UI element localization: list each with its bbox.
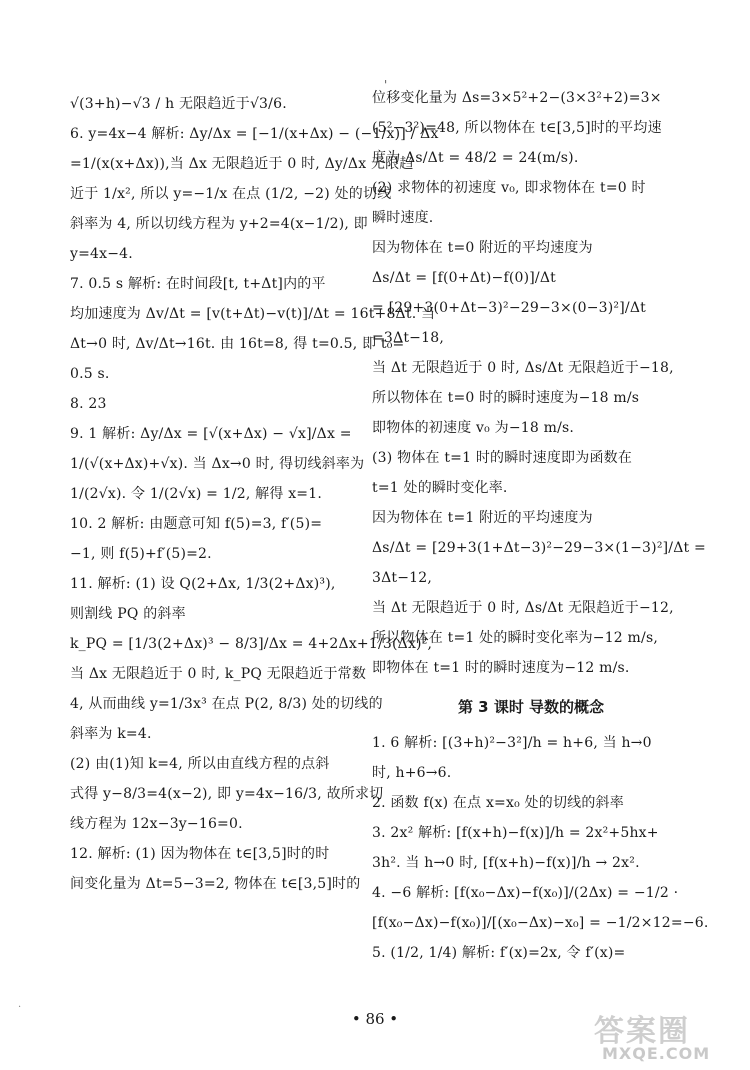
- text-line: 3. 2x² 解析: [f(x+h)−f(x)]/h = 2x²+5hx+: [372, 825, 659, 841]
- text-line: 1/(√(x+Δx)+√x). 当 Δx→0 时, 得切线斜率为: [70, 456, 365, 472]
- watermark-text-url: MXQE.COM: [602, 1044, 711, 1063]
- text-line: 12. 解析: (1) 因为物体在 t∈[3,5]时的时: [70, 846, 330, 862]
- text-line: 4. −6 解析: [f(x₀−Δx)−f(x₀)]/(2Δx) = −1/2 ·: [372, 885, 679, 901]
- text-line: 位移变化量为 Δs=3×5²+2−(3×3²+2)=3×: [372, 90, 662, 106]
- text-line: 当 Δt 无限趋近于 0 时, Δs/Δt 无限趋近于−12,: [372, 600, 674, 616]
- text-line: Δs/Δt = [f(0+Δt)−f(0)]/Δt: [372, 270, 556, 286]
- text-line: 9. 1 解析: Δy/Δx = [√(x+Δx) − √x]/Δx =: [70, 426, 352, 442]
- text-line: [f(x₀−Δx)−f(x₀)]/[(x₀−Δx)−x₀] = −1/2×12=−6.: [372, 915, 709, 931]
- text-line: 10. 2 解析: 由题意可知 f(5)=3, f′(5)=: [70, 516, 323, 532]
- text-line: 时, h+6→6.: [372, 765, 452, 781]
- text-line: y=4x−4.: [70, 246, 133, 262]
- text-line: = [29+3(0+Δt−3)²−29−3×(0−3)²]/Δt: [372, 300, 646, 316]
- text-line: −1, 则 f(5)+f′(5)=2.: [70, 546, 212, 562]
- text-line: 因为物体在 t=1 附近的平均速度为: [372, 510, 593, 526]
- text-line: 当 Δt 无限趋近于 0 时, Δs/Δt 无限趋近于−18,: [372, 360, 674, 376]
- page-number: • 86 •: [351, 1010, 399, 1028]
- text-line: Δs/Δt = [29+3(1+Δt−3)²−29−3×(1−3)²]/Δt =: [372, 540, 706, 556]
- text-line: 5. (1/2, 1/4) 解析: f′(x)=2x, 令 f′(x)=: [372, 945, 626, 961]
- text-line: 间变化量为 Δt=5−3=2, 物体在 t∈[3,5]时的: [70, 876, 361, 892]
- text-line: 3h². 当 h→0 时, [f(x+h)−f(x)]/h → 2x².: [372, 855, 640, 871]
- text-line: 即物体在 t=1 时的瞬时速度为−12 m/s.: [372, 660, 630, 676]
- text-line: 2. 函数 f(x) 在点 x=x₀ 处的切线的斜率: [372, 795, 624, 811]
- text-line: √(3+h)−√3 / h 无限趋近于√3/6.: [70, 96, 287, 112]
- scan-dot: ·: [18, 1002, 22, 1013]
- watermark-text-cn: 答案圈: [594, 1014, 690, 1049]
- stray-mark: ': [384, 78, 388, 92]
- text-line: 1. 6 解析: [(3+h)²−3²]/h = h+6, 当 h→0: [372, 735, 652, 751]
- watermark-logo: [588, 1006, 738, 1066]
- text-line: 瞬时速度.: [372, 210, 434, 226]
- text-line: 8. 23: [70, 396, 107, 412]
- text-line: 3Δt−12,: [372, 570, 433, 586]
- section-title: 第 3 课时 导数的概念: [457, 698, 605, 716]
- text-line: 均加速度为 Δv/Δt = [v(t+Δt)−v(t)]/Δt = 16t+8Δt. 当: [70, 306, 436, 322]
- text-line: t=1 处的瞬时变化率.: [372, 480, 508, 496]
- text-line: (3) 物体在 t=1 时的瞬时速度即为函数在: [372, 450, 633, 466]
- text-line: 则割线 PQ 的斜率: [70, 606, 186, 622]
- text-line: 当 Δx 无限趋近于 0 时, k_PQ 无限趋近于常数: [70, 666, 367, 682]
- text-line: 4, 从而曲线 y=1/3x³ 在点 P(2, 8/3) 处的切线的: [70, 696, 383, 712]
- text-line: 11. 解析: (1) 设 Q(2+Δx, 1/3(2+Δx)³),: [70, 576, 336, 592]
- text-line: 7. 0.5 s 解析: 在时间段[t, t+Δt]内的平: [70, 276, 326, 292]
- text-line: 线方程为 12x−3y−16=0.: [70, 816, 243, 832]
- text-line: 即物体的初速度 v₀ 为−18 m/s.: [372, 420, 575, 436]
- text-line: k_PQ = [1/3(2+Δx)³ − 8/3]/Δx = 4+2Δx+1/3(Δx)²,: [70, 636, 433, 652]
- text-line: 0.5 s.: [70, 366, 110, 382]
- text-line: 所以物体在 t=1 处的瞬时变化率为−12 m/s,: [372, 630, 658, 646]
- text-line: 斜率为 k=4.: [70, 726, 152, 742]
- text-line: =1/(x(x+Δx)),当 Δx 无限趋近于 0 时, Δy/Δx 无限趋: [70, 156, 414, 172]
- text-line: 近于 1/x², 所以 y=−1/x 在点 (1/2, −2) 处的切线: [70, 186, 392, 202]
- text-line: =3Δt−18,: [372, 330, 444, 346]
- text-line: 6. y=4x−4 解析: Δy/Δx = [−1/(x+Δx) − (−1/x)] / Δx: [70, 126, 439, 142]
- text-line: (5²−3²)=48, 所以物体在 t∈[3,5]时的平均速: [372, 120, 662, 136]
- text-line: 因为物体在 t=0 附近的平均速度为: [372, 240, 593, 256]
- text-line: 所以物体在 t=0 时的瞬时速度为−18 m/s: [372, 390, 640, 406]
- text-line: 式得 y−8/3=4(x−2), 即 y=4x−16/3, 故所求切: [70, 786, 384, 802]
- text-line: 斜率为 4, 所以切线方程为 y+2=4(x−1/2), 即: [70, 216, 368, 232]
- text-line: Δt→0 时, Δv/Δt→16t. 由 16t=8, 得 t=0.5, 即 t₀=: [70, 336, 405, 352]
- text-line: 度为 Δs/Δt = 48/2 = 24(m/s).: [372, 150, 579, 166]
- text-line: (2) 求物体的初速度 v₀, 即求物体在 t=0 时: [372, 180, 646, 196]
- text-line: (2) 由(1)知 k=4, 所以由直线方程的点斜: [70, 756, 330, 772]
- right-column: [372, 88, 709, 973]
- text-line: 1/(2√x). 令 1/(2√x) = 1/2, 解得 x=1.: [70, 486, 322, 502]
